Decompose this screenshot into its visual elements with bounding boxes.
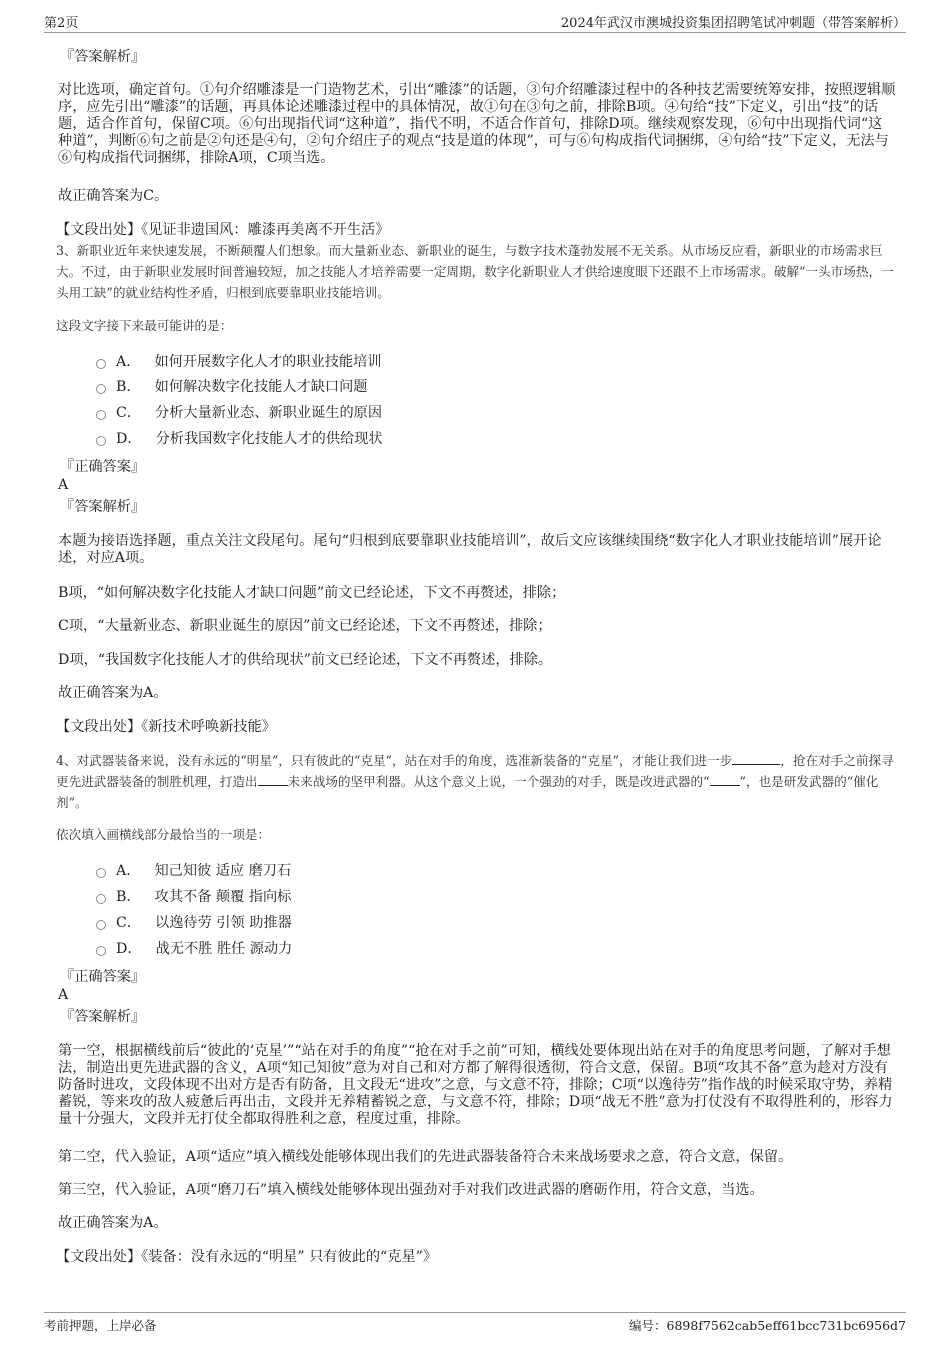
radio-icon[interactable] (96, 868, 106, 878)
q3-source: 【文段出处】《新技术呼唤新技能》 (56, 719, 276, 735)
q3-analysis-para: 故正确答案为A。 (58, 685, 168, 701)
fill-blank (258, 773, 288, 786)
q4-source: 【文段出处】《装备：没有永远的“明星” 只有彼此的“克星”》 (56, 1249, 438, 1265)
q4-analysis-label: 『答案解析』 (60, 1009, 146, 1025)
q3-analysis-para: D项，“我国数字化技能人才的供给现状”前文已经论述，下文不再赘述，排除。 (58, 652, 553, 668)
q4-analysis-para: 第一空，根据横线前后“彼此的‘克星’”“站在对手的角度”“抢在对手之前”可知，横线处要体现出站在对手的角度思考问题，了解对手想法，制造出更先进武器的含义，A项“知己知彼”意为对自己和对方都了解得很透彻，符合文意，保留。B项“攻其不备”意为趁对方没有防备时进攻，文段体现不出对方是否有防备，且文段无“进攻”之意，与文意不符，排除；C项“以逸待劳”指作战的时候采取守势，养精蓄锐，等来攻的敌人疲惫后再出击，文段并无养精蓄锐之意，与文意不符，排除；D项“战无不胜”意为打仗没有不取得胜利的，形容力量十分强大，文段并无打仗全都取得胜利之意，程度过重，排除。 (58, 1043, 893, 1127)
q3-correct-label: 『正确答案』 (60, 459, 146, 475)
page-number: 第2页 (44, 16, 79, 31)
q3-analysis-para: C项，“大量新业态、新职业诞生的原因”前文已经论述，下文不再赘述，排除； (58, 618, 552, 634)
q3-option-a[interactable]: A． 如何开展数字化人才的职业技能培训 (96, 353, 381, 371)
q4-option-c[interactable]: C． 以逸待劳 引领 助推器 (96, 914, 292, 932)
radio-icon[interactable] (96, 359, 106, 369)
q4-analysis-para: 故正确答案为A。 (58, 1215, 168, 1231)
footer-serial: 编号：6898f7562cab5eff61bcc731bc6956d7 (629, 1318, 906, 1333)
q3-prompt: 这段文字接下来最可能讲的是： (56, 318, 233, 333)
q4-option-b[interactable]: B． 攻其不备 颠覆 指向标 (96, 888, 291, 906)
radio-icon[interactable] (96, 384, 106, 394)
q4-analysis-para: 第三空，代入验证，A项“磨刀石”填入横线处能够体现出强劲对手对我们改进武器的磨砺作用，符合文意，当选。 (58, 1182, 764, 1198)
q3-stem: 3、新职业近年来快速发展，不断颠覆人们想象。而大量新业态、新职业的诞生，与数字技术蓬勃发展不无关系。从市场反应看，新职业的市场需求巨大。不过，由于新职业发展时间普遍较短，加之技能人才培养需要一定周期，数字化新职业人才供给速度眼下还跟不上市场需求。破解“一头市场热，一头用工缺”的就业结构性矛盾，归根到底要靠职业技能培训。 (56, 243, 894, 300)
fill-blank (710, 773, 740, 786)
q3-analysis-label: 『答案解析』 (60, 499, 146, 515)
q3-analysis-para: 本题为接语选择题，重点关注文段尾句。尾句“归根到底要靠职业技能培训”，故后文应该继续围绕“数字化人才职业技能培训”展开论述，对应A项。 (58, 533, 882, 566)
q4-stem: 4、对武器装备来说，没有永远的“明星”，只有彼此的“克星”，站在对手的角度，选准新装备的“克星”，才能让我们进一步 ，抢在对手之前探寻更先进武器装备的制胜机理，打造出 未来战场的坚甲利器。从这个意义上说，一个强劲的对手，既是改进武器的“ ”，也是研发武器的“催化剂”。 (56, 753, 894, 810)
footer-slogan: 考前押题，上岸必备 (44, 1318, 157, 1333)
radio-icon[interactable] (96, 920, 106, 930)
q2-analysis-text: 对比选项，确定首句。①句介绍雕漆是一门造物艺术，引出“雕漆”的话题，③句介绍雕漆过程中的各种技艺需要统筹安排，按照逻辑顺序，应先引出“雕漆”的话题，再具体论述雕漆过程中的具体情况，故①句在③句之前，排除B项。④句给“技”下定义，引出“技”的话题，适合作首句，保留C项。⑥句出现指代词“这种道”，指代不明，不适合作首句，排除D项。继续观察发现，⑥句中出现指代词“这种道”，判断⑥句之前是②句还是④句，②句介绍庄子的观点“技是道的体现”，可与⑥句构成指代词捆绑，④句给“技”下定义，无法与⑥句构成指代词捆绑，排除A项，C项当选。 (58, 82, 896, 166)
q2-conclusion: 故正确答案为C。 (58, 188, 169, 204)
q3-option-b[interactable]: B． 如何解决数字化技能人才缺口问题 (96, 378, 367, 396)
fill-blank (732, 752, 780, 765)
q4-prompt: 依次填入画横线部分最恰当的一项是： (56, 827, 271, 842)
q4-analysis-para: 第二空，代入验证，A项“适应”填入横线处能够体现出我们的先进武器装备符合未来战场要求之意，符合文意，保留。 (58, 1149, 793, 1165)
page-header (44, 10, 906, 33)
q3-option-c[interactable]: C． 分析大量新业态、新职业诞生的原因 (96, 404, 382, 422)
radio-icon[interactable] (96, 410, 106, 420)
q4-option-d[interactable]: D． 战无不胜 胜任 源动力 (96, 940, 292, 958)
page-footer (44, 1312, 906, 1335)
q4-correct-answer: A (58, 987, 69, 1003)
q2-source: 【文段出处】《见证非遗国风：雕漆再美离不开生活》 (56, 222, 390, 238)
radio-icon[interactable] (96, 436, 106, 446)
q2-analysis-label: 『答案解析』 (60, 49, 146, 65)
q4-correct-label: 『正确答案』 (60, 969, 146, 985)
q3-option-d[interactable]: D． 分析我国数字化技能人才的供给现状 (96, 430, 383, 448)
radio-icon[interactable] (96, 946, 106, 956)
q3-correct-answer: A (58, 477, 69, 493)
q3-analysis-para: B项，“如何解决数字化技能人才缺口问题”前文已经论述，下文不再赘述，排除； (58, 585, 566, 601)
document-title: 2024年武汉市澳城投资集团招聘笔试冲刺题（带答案解析） (560, 16, 906, 31)
q4-option-a[interactable]: A． 知己知彼 适应 磨刀石 (96, 862, 291, 880)
radio-icon[interactable] (96, 894, 106, 904)
